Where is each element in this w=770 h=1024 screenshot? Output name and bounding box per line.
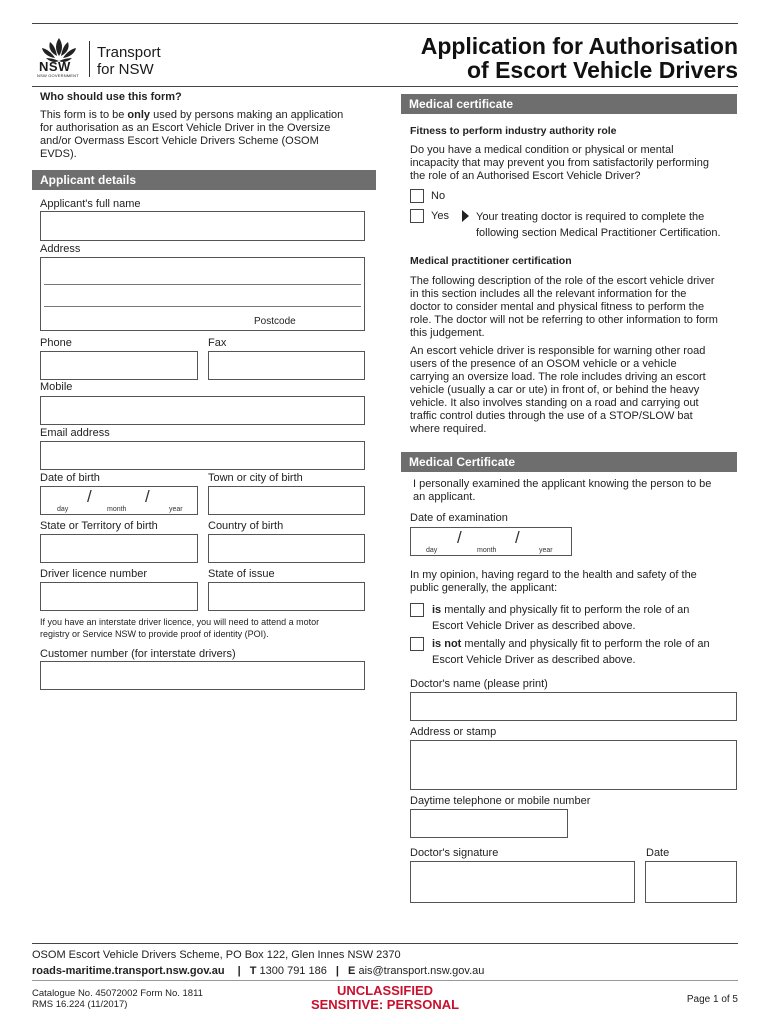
address-label: Address (40, 243, 81, 255)
doctor-name-label: Doctor's name (please print) (410, 678, 548, 690)
country-of-birth-label: Country of birth (208, 520, 284, 532)
top-rule (32, 23, 738, 24)
is-not-fit-text (432, 636, 742, 668)
state-of-birth-input[interactable] (40, 534, 198, 563)
is-not-fit-line-2: Escort Vehicle Driver as described above. (432, 654, 636, 666)
desc-line-4: role. The doctor will not be referring to other information to form (410, 314, 718, 326)
yes-note-line-1: Your treating doctor is required to complete the (476, 211, 705, 223)
footer-rule (32, 943, 738, 944)
arrow-right-icon (462, 210, 469, 222)
address-stamp-input[interactable] (410, 740, 737, 790)
doctor-phone-label: Daytime telephone or mobile number (410, 795, 591, 807)
yes-label: Yes (431, 210, 449, 222)
footer-rule-2 (32, 980, 738, 981)
is-fit-text (432, 602, 742, 634)
mobile-label: Mobile (40, 381, 73, 393)
applicant-details-bar: Applicant details (32, 170, 376, 190)
customer-number-label: Customer number (for interstate drivers) (40, 648, 236, 660)
state-of-birth-label: State or Territory of birth (40, 520, 158, 532)
footer-website[interactable]: roads-maritime.transport.nsw.gov.au (32, 965, 225, 977)
no-checkbox[interactable] (410, 189, 424, 203)
desc-line-5: this judgement. (410, 327, 485, 339)
exam-slash-1: / (457, 528, 462, 547)
fitness-question-line-3: the role of an Authorised Escort Vehicle Driver? (410, 170, 641, 182)
desc-line-6: An escort vehicle driver is responsible for warning other road (410, 345, 706, 357)
full-name-label: Applicant's full name (40, 198, 141, 210)
is-fit-line-2: Escort Vehicle Driver as described above. (432, 620, 636, 632)
state-of-issue-label: State of issue (208, 568, 275, 580)
rms-number: RMS 16.224 (11/2017) (32, 999, 128, 1010)
yes-note-line-2: following section Medical Practitioner Certification. (476, 227, 721, 239)
desc-line-10: vehicle. It also involves standing on a road and carrying out (410, 397, 699, 409)
fax-input[interactable] (208, 351, 365, 380)
dob-day: day (57, 506, 69, 513)
exam-date-input[interactable] (410, 527, 572, 556)
address-line-1 (44, 284, 361, 285)
examined-line-1: I personally examined the applicant knowing the person to be (413, 478, 712, 490)
footer-contact (32, 965, 484, 977)
interstate-note (40, 616, 380, 640)
opinion-line-2: public generally, the applicant: (410, 582, 558, 594)
logo-caption: NSW GOVERNMENT (37, 73, 79, 78)
doctor-name-input[interactable] (410, 692, 737, 721)
dob-input[interactable] (40, 486, 198, 515)
opinion-line-1: In my opinion, having regard to the health and safety of the (410, 569, 697, 581)
exam-date-label: Date of examination (410, 512, 508, 524)
fitness-heading: Fitness to perform industry authority role (410, 125, 617, 137)
classification-line-2: SENSITIVE: PERSONAL (310, 997, 460, 1012)
fitness-question-line-2: incapacity that may prevent you from satisfactorily performing (410, 157, 709, 169)
address-input[interactable] (40, 257, 365, 331)
desc-line-11: traffic control duties through the use of a STOP/SLOW bat (410, 410, 693, 422)
no-label: No (431, 190, 446, 202)
doctor-phone-input[interactable] (410, 809, 568, 838)
examined-line-2: an applicant. (413, 491, 476, 503)
footer-address: OSOM Escort Vehicle Drivers Scheme, PO Box 122, Glen Innes NSW 2370 (32, 949, 401, 961)
customer-number-input[interactable] (40, 661, 365, 690)
phone-label: Phone (40, 337, 72, 349)
desc-line-3: doctor to consider mental and physical fitness to perform the (410, 301, 705, 313)
examined-statement (413, 478, 738, 504)
footer-phone: 1300 791 186 (259, 965, 327, 977)
catalogue-number: Catalogue No. 45072002 Form No. 1811 (32, 988, 203, 999)
email-input[interactable] (40, 441, 365, 470)
fax-label: Fax (208, 337, 227, 349)
postcode-label: Postcode (254, 316, 296, 327)
nsw-wordmark: NSW (39, 59, 71, 74)
mobile-input[interactable] (40, 396, 365, 425)
desc-line-8: carrying an oversize load. The role includes driving an escort (410, 371, 706, 383)
who-line-3: and/or Overmass Escort Vehicle Drivers Scheme (OSOM (40, 135, 319, 147)
fitness-question-line-1: Do you have a medical condition or physical or mental (410, 144, 674, 156)
medical-certificate-bar-2: Medical Certificate (401, 452, 737, 472)
is-fit-checkbox[interactable] (410, 603, 424, 617)
desc-line-12: where required. (410, 423, 487, 435)
page-title-line-1: Application for Authorisation (420, 33, 738, 59)
desc-line-2: in this section includes all the relevant information for the (410, 288, 687, 300)
exam-month: month (477, 547, 497, 554)
footer-t-label: T (249, 965, 257, 977)
state-of-issue-input[interactable] (208, 582, 365, 611)
yes-checkbox[interactable] (410, 209, 424, 223)
who-paragraph (40, 109, 380, 161)
is-fit-line-1: is mentally and physically fit to perform the role of an (432, 604, 690, 616)
exam-year: year (539, 547, 553, 554)
dob-slash-1: / (87, 487, 92, 506)
desc-line-7: users of the presence of an OSOM vehicle or a vehicle (410, 358, 677, 370)
full-name-input[interactable] (40, 211, 365, 241)
logo-divider (89, 41, 90, 77)
footer-email[interactable]: ais@transport.nsw.gov.au (358, 965, 485, 977)
who-line-4: EVDS). (40, 148, 77, 160)
dob-year: year (169, 506, 183, 513)
email-label: Email address (40, 427, 110, 439)
brand-line-2: for NSW (97, 61, 154, 78)
dob-label: Date of birth (40, 472, 100, 484)
signature-date-input[interactable] (645, 861, 737, 903)
role-description (410, 275, 740, 436)
medical-certificate-bar: Medical certificate (401, 94, 737, 114)
address-line-2 (44, 306, 361, 307)
phone-input[interactable] (40, 351, 198, 380)
town-of-birth-input[interactable] (208, 486, 365, 515)
fitness-question (410, 144, 735, 183)
yes-note (476, 209, 741, 241)
address-stamp-label: Address or stamp (410, 726, 497, 738)
is-not-fit-line-1: is not mentally and physically fit to perform the role of an (432, 638, 710, 650)
who-line-2: for authorisation as an Escort Vehicle Driver in the Oversize (40, 122, 331, 134)
title-rule (32, 86, 738, 87)
country-of-birth-input[interactable] (208, 534, 365, 563)
footer-sep-1: | (237, 965, 241, 977)
is-not-fit-checkbox[interactable] (410, 637, 424, 651)
brand-line-1: Transport (97, 44, 161, 61)
practitioner-heading: Medical practitioner certification (410, 255, 572, 267)
desc-line-9: vehicle (usually a car or ute) in front of, or behind the heavy (410, 384, 700, 396)
signature-date-label: Date (646, 847, 670, 859)
who-heading: Who should use this form? (40, 91, 182, 103)
page-number: Page 1 of 5 (686, 994, 738, 1005)
interstate-note-line-1: If you have an interstate driver licence, you will need to attend a motor (40, 617, 320, 627)
dob-month: month (107, 506, 127, 513)
footer-e-label: E (348, 965, 356, 977)
who-line-1: This form is to be only used by persons making an application (40, 109, 344, 121)
exam-slash-2: / (515, 528, 520, 547)
page-title-line-2: of Escort Vehicle Drivers (466, 57, 738, 83)
footer-sep-2: | (335, 965, 339, 977)
classification-line-1: UNCLASSIFIED (336, 983, 434, 998)
doctor-signature-label: Doctor's signature (410, 847, 499, 859)
exam-day: day (426, 547, 438, 554)
licence-number-label: Driver licence number (40, 568, 147, 580)
doctor-signature-input[interactable] (410, 861, 635, 903)
interstate-note-line-2: registry or Service NSW to provide proof of identity (POI). (40, 629, 269, 639)
desc-line-1: The following description of the role of the escort vehicle driver (410, 275, 715, 287)
town-of-birth-label: Town or city of birth (208, 472, 303, 484)
nsw-logo (36, 36, 82, 80)
licence-number-input[interactable] (40, 582, 198, 611)
dob-slash-2: / (145, 487, 150, 506)
opinion-statement (410, 569, 740, 595)
